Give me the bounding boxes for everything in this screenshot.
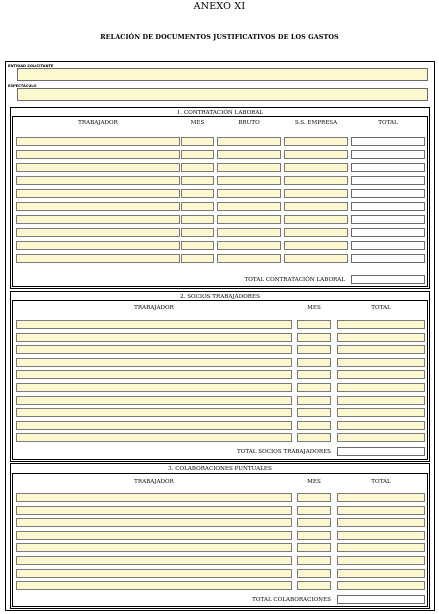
col-total: TOTAL (371, 479, 391, 485)
input-cell[interactable] (16, 569, 292, 578)
input-cell[interactable] (337, 531, 425, 540)
input-cell[interactable] (297, 421, 331, 430)
input-cell[interactable] (337, 581, 425, 590)
entidad-label: ENTIDAD SOLICITANTE (8, 64, 54, 68)
input-cell[interactable] (217, 176, 281, 185)
total-socios-label: TOTAL SOCIOS TRABAJADORES (237, 449, 331, 455)
input-cell[interactable] (351, 228, 425, 237)
input-cell[interactable] (337, 556, 425, 565)
input-cell[interactable] (16, 506, 292, 515)
input-cell[interactable] (181, 176, 214, 185)
input-cell[interactable] (217, 163, 281, 172)
input-cell[interactable] (284, 163, 348, 172)
input-cell[interactable] (351, 215, 425, 224)
input-cell[interactable] (351, 137, 425, 146)
page-subtitle: RELACIÓN DE DOCUMENTOS JUSTIFICATIVOS DE LOS GASTOS (100, 33, 339, 41)
espectaculo-input[interactable] (17, 88, 428, 101)
col-trabajador: TRABAJADOR (134, 305, 174, 311)
input-cell[interactable] (181, 189, 214, 198)
input-cell[interactable] (337, 493, 425, 502)
input-cell[interactable] (217, 241, 281, 250)
input-cell[interactable] (351, 163, 425, 172)
input-cell[interactable] (16, 150, 180, 159)
input-cell[interactable] (351, 150, 425, 159)
input-cell[interactable] (16, 556, 292, 565)
input-cell[interactable] (337, 506, 425, 515)
input-cell[interactable] (217, 202, 281, 211)
input-cell[interactable] (351, 202, 425, 211)
input-cell[interactable] (16, 345, 292, 354)
input-cell[interactable] (16, 543, 292, 552)
input-cell[interactable] (181, 150, 214, 159)
input-cell[interactable] (217, 228, 281, 237)
input-cell[interactable] (16, 254, 180, 263)
input-cell[interactable] (297, 333, 331, 342)
input-cell[interactable] (337, 421, 425, 430)
col-bruto: BRUTO (238, 120, 260, 126)
page-title: ANEXO XI (193, 1, 246, 12)
input-cell[interactable] (181, 254, 214, 263)
input-cell[interactable] (16, 421, 292, 430)
input-cell[interactable] (297, 396, 331, 405)
input-cell[interactable] (181, 137, 214, 146)
input-cell[interactable] (297, 408, 331, 417)
input-cell[interactable] (16, 358, 292, 367)
input-cell[interactable] (16, 408, 292, 417)
input-cell[interactable] (181, 228, 214, 237)
input-cell[interactable] (16, 396, 292, 405)
input-cell[interactable] (337, 370, 425, 379)
input-cell[interactable] (297, 345, 331, 354)
input-cell[interactable] (337, 320, 425, 329)
input-cell[interactable] (217, 254, 281, 263)
total-colaboraciones-label: TOTAL COLABORACIONES (252, 597, 331, 603)
input-cell[interactable] (284, 189, 348, 198)
input-cell[interactable] (284, 202, 348, 211)
input-cell[interactable] (16, 518, 292, 527)
input-cell[interactable] (297, 383, 331, 392)
total-contratacion-label: TOTAL CONTRATACIÓN LABORAL (244, 277, 345, 283)
input-cell[interactable] (297, 581, 331, 590)
input-cell[interactable] (181, 202, 214, 211)
total-socios-value[interactable] (337, 447, 425, 456)
input-cell[interactable] (297, 320, 331, 329)
input-cell[interactable] (16, 383, 292, 392)
input-cell[interactable] (297, 518, 331, 527)
total-contratacion-value[interactable] (351, 275, 425, 284)
input-cell[interactable] (297, 370, 331, 379)
input-cell[interactable] (351, 189, 425, 198)
col-total: TOTAL (371, 305, 391, 311)
input-cell[interactable] (337, 569, 425, 578)
input-cell[interactable] (337, 518, 425, 527)
input-cell[interactable] (337, 333, 425, 342)
input-cell[interactable] (337, 543, 425, 552)
input-cell[interactable] (16, 333, 292, 342)
input-cell[interactable] (16, 189, 180, 198)
entidad-input[interactable] (17, 68, 428, 81)
section-title: 2. SOCIOS TRABAJADORES (180, 294, 260, 300)
input-cell[interactable] (16, 241, 180, 250)
input-cell[interactable] (284, 150, 348, 159)
col-mes: MES (307, 305, 321, 311)
input-cell[interactable] (16, 531, 292, 540)
input-cell[interactable] (16, 228, 180, 237)
input-cell[interactable] (217, 189, 281, 198)
input-cell[interactable] (337, 433, 425, 442)
input-cell[interactable] (284, 176, 348, 185)
col-total: TOTAL (378, 120, 398, 126)
input-cell[interactable] (297, 531, 331, 540)
input-cell[interactable] (16, 320, 292, 329)
espectaculo-label: ESPECTÁCULO (8, 84, 37, 88)
input-cell[interactable] (297, 433, 331, 442)
input-cell[interactable] (351, 241, 425, 250)
col-ss-empresa: S.S. EMPRESA (294, 120, 338, 126)
input-cell[interactable] (217, 215, 281, 224)
input-cell[interactable] (337, 396, 425, 405)
input-cell[interactable] (297, 543, 331, 552)
input-cell[interactable] (297, 506, 331, 515)
col-trabajador: TRABAJADOR (134, 479, 174, 485)
input-cell[interactable] (16, 215, 180, 224)
input-cell[interactable] (297, 358, 331, 367)
input-cell[interactable] (337, 408, 425, 417)
col-trabajador: TRABAJADOR (78, 120, 118, 126)
input-cell[interactable] (284, 241, 348, 250)
input-cell[interactable] (351, 254, 425, 263)
col-mes: MES (190, 120, 205, 126)
input-cell[interactable] (297, 493, 331, 502)
col-mes: MES (307, 479, 321, 485)
input-cell[interactable] (284, 215, 348, 224)
input-cell[interactable] (217, 137, 281, 146)
input-cell[interactable] (181, 163, 214, 172)
input-cell[interactable] (217, 150, 281, 159)
section-title: 1. CONTRATACIÓN LABORAL (176, 110, 264, 116)
input-cell[interactable] (16, 370, 292, 379)
input-cell[interactable] (16, 433, 292, 442)
input-cell[interactable] (297, 556, 331, 565)
input-cell[interactable] (16, 176, 180, 185)
input-cell[interactable] (181, 241, 214, 250)
total-colaboraciones-value[interactable] (337, 595, 425, 604)
input-cell[interactable] (351, 176, 425, 185)
section-title: 3. COLABORACIONES PUNTUALES (168, 466, 272, 472)
input-cell[interactable] (337, 358, 425, 367)
input-cell[interactable] (284, 254, 348, 263)
input-cell[interactable] (284, 228, 348, 237)
input-cell[interactable] (337, 345, 425, 354)
input-cell[interactable] (297, 569, 331, 578)
input-cell[interactable] (16, 493, 292, 502)
input-cell[interactable] (16, 202, 180, 211)
input-cell[interactable] (16, 163, 180, 172)
input-cell[interactable] (337, 383, 425, 392)
input-cell[interactable] (181, 215, 214, 224)
input-cell[interactable] (16, 581, 292, 590)
input-cell[interactable] (16, 137, 180, 146)
input-cell[interactable] (284, 137, 348, 146)
